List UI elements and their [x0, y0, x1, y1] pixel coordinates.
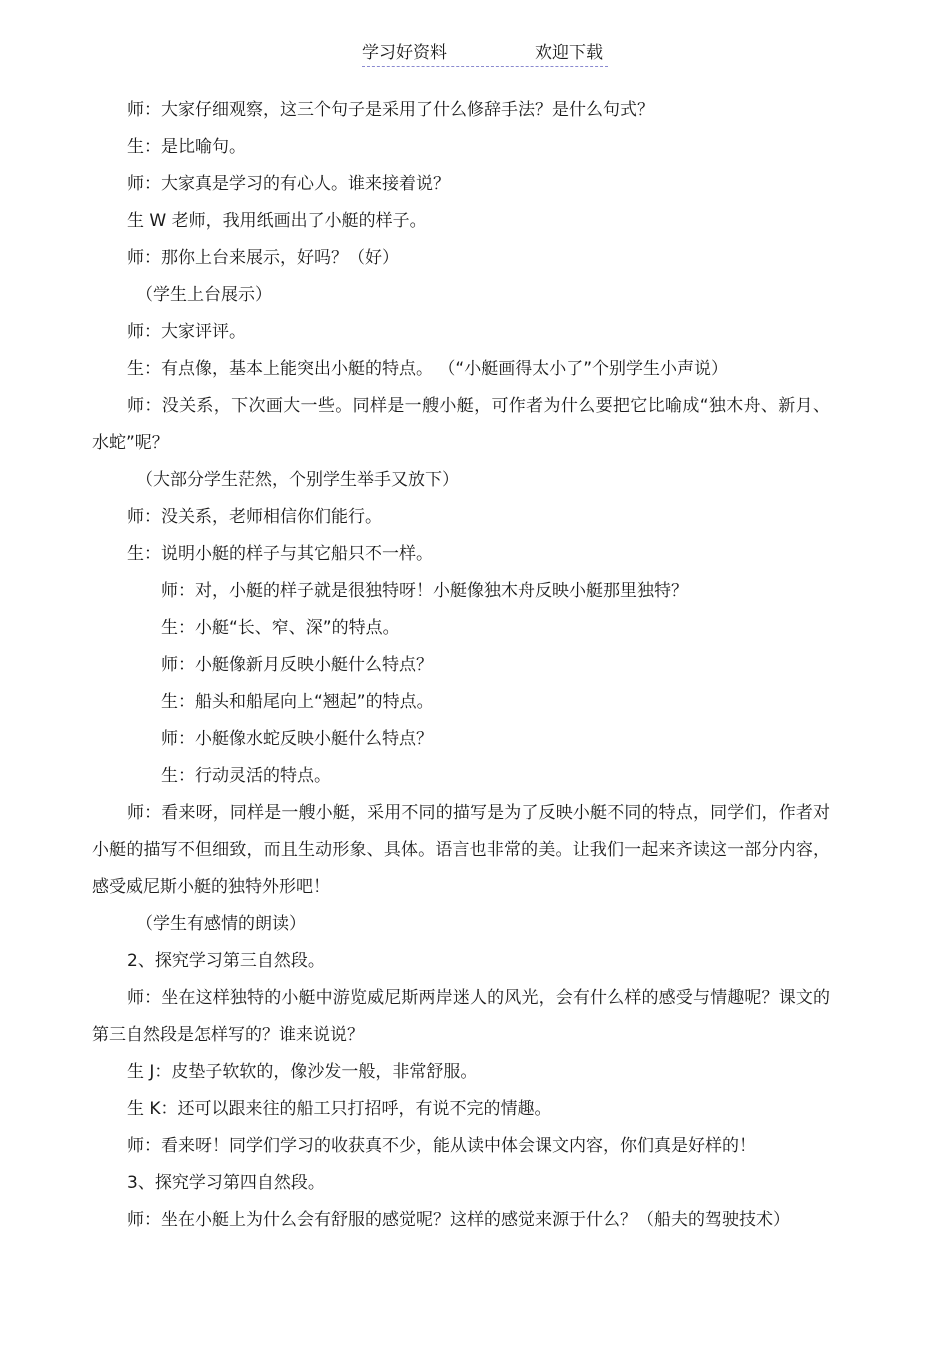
stage-direction: （大部分学生茫然，个别学生举手又放下）: [136, 470, 459, 490]
paragraph: 师：看来呀，同样是一艘小艇，采用不同的描写是为了反映小艇不同的特点，同学们，作者对小艇的描写不但细致，而且生动形象、具体。语言也非常的美。让我们一起来齐读这一部分内容，感受威尼斯小艇的独特外形吧！: [92, 803, 830, 897]
paragraph: 师：大家真是学习的有心人。谁来接着说？: [127, 174, 450, 194]
header-right-text: 欢迎下载: [535, 43, 603, 63]
section-heading: 3、探究学习第四自然段。: [127, 1173, 325, 1193]
paragraph: 师：小艇像新月反映小艇什么特点？: [161, 655, 433, 675]
paragraph: 生：船头和船尾向上“翘起”的特点。: [161, 692, 434, 712]
paragraph: 师：那你上台来展示，好吗？（好）: [127, 248, 399, 268]
paragraph: 生：行动灵活的特点。: [161, 766, 331, 786]
paragraph: 生：小艇“长、窄、深”的特点。: [161, 618, 400, 638]
paragraph: 师：对，小艇的样子就是很独特呀！小艇像独木舟反映小艇那里独特？: [161, 581, 688, 601]
paragraph: 师：没关系，老师相信你们能行。: [127, 507, 382, 527]
document-body: [92, 92, 830, 1239]
section-heading: 2、探究学习第三自然段。: [127, 951, 325, 971]
stage-direction: （学生上台展示）: [136, 285, 272, 305]
paragraph: 师：坐在小艇上为什么会有舒服的感觉呢？这样的感觉来源于什么？（船夫的驾驶技术）: [127, 1210, 790, 1230]
paragraph: 生：说明小艇的样子与其它船只不一样。: [127, 544, 433, 564]
paragraph: 生：是比喻句。: [127, 137, 246, 157]
paragraph: 师：大家仔细观察，这三个句子是采用了什么修辞手法？是什么句式？: [127, 100, 654, 120]
paragraph: 师：看来呀！同学们学习的收获真不少，能从读中体会课文内容，你们真是好样的！: [127, 1136, 756, 1156]
paragraph: 师：大家评评。: [127, 322, 246, 342]
paragraph: 生 K：还可以跟来往的船工只打招呼，有说不完的情趣。: [127, 1099, 552, 1119]
paragraph: 师：小艇像水蛇反映小艇什么特点？: [161, 729, 433, 749]
page-header: [362, 40, 608, 67]
paragraph: 生 J：皮垫子软软的，像沙发一般，非常舒服。: [127, 1062, 478, 1082]
paragraph: 生 W 老师，我用纸画出了小艇的样子。: [127, 211, 427, 231]
stage-direction: （学生有感情的朗读）: [136, 914, 306, 934]
paragraph: 师：没关系，下次画大一些。同样是一艘小艇，可作者为什么要把它比喻成“独木舟、新月、水蛇”呢？: [92, 396, 830, 453]
paragraph: 生：有点像，基本上能突出小艇的特点。 （“小艇画得太小了”个别学生小声说）: [127, 359, 729, 379]
paragraph: 师：坐在这样独特的小艇中游览威尼斯两岸迷人的风光，会有什么样的感受与情趣呢？课文的第三自然段是怎样写的？谁来说说？: [92, 988, 830, 1045]
header-left-text: 学习好资料: [362, 43, 447, 63]
